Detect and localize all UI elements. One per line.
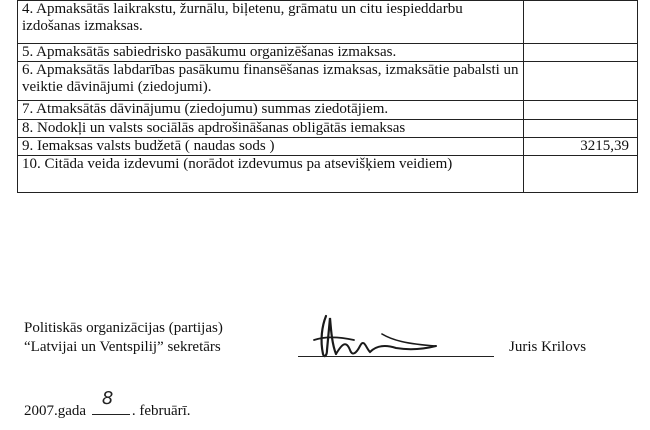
table-row (18, 1, 638, 44)
date-day-blank (92, 388, 130, 415)
date-line (24, 388, 191, 420)
row-description: 9. Iemaksas valsts budžetā ( naudas sods ) (18, 138, 524, 156)
organization-line-2: “Latvijai un Ventspilij” sekretārs (24, 339, 221, 355)
table-row (18, 44, 638, 62)
row-amount (524, 44, 638, 62)
row-description: 10. Citāda veida izdevumi (norādot izdevumus pa atsevišķiem veidiem) (18, 156, 524, 193)
table-row (18, 156, 638, 193)
expenses-table (17, 0, 638, 193)
row-amount: 3215,39 (524, 138, 638, 156)
row-description: 8. Nodokļi un valsts sociālās apdrošināšanas obligātās iemaksas (18, 120, 524, 138)
handwritten-signature-icon (296, 310, 446, 362)
row-description: 4. Apmaksātās laikrakstu, žurnālu, biļetenu, grāmatu un citu iespieddarbu izdošanas izmaksas. (18, 1, 524, 44)
date-prefix: 2007.gada (24, 403, 87, 419)
signature-line (298, 356, 494, 357)
row-amount (524, 62, 638, 101)
row-description: 7. Atmaksātās dāvinājumu (ziedojumu) summas ziedotājiem. (18, 101, 524, 120)
organization-line-1: Politiskās organizācijas (partijas) (24, 320, 223, 336)
row-amount (524, 120, 638, 138)
date-suffix: . februārī. (131, 403, 191, 419)
table-row (18, 120, 638, 138)
signer-name: Juris Krilovs (509, 339, 587, 355)
row-amount (524, 1, 638, 44)
table-row (18, 62, 638, 101)
row-amount (524, 101, 638, 120)
row-amount (524, 156, 638, 193)
table-row (18, 138, 638, 156)
row-description: 6. Apmaksātās labdarības pasākumu finansēšanas izmaksas, izmaksātie pabalsti un veiktie dāvinājumi (ziedojumi). (18, 62, 524, 101)
table-row (18, 101, 638, 120)
organization-label (24, 319, 223, 357)
date-day: 8 (101, 388, 114, 409)
row-description: 5. Apmaksātās sabiedrisko pasākumu organizēšanas izmaksas. (18, 44, 524, 62)
